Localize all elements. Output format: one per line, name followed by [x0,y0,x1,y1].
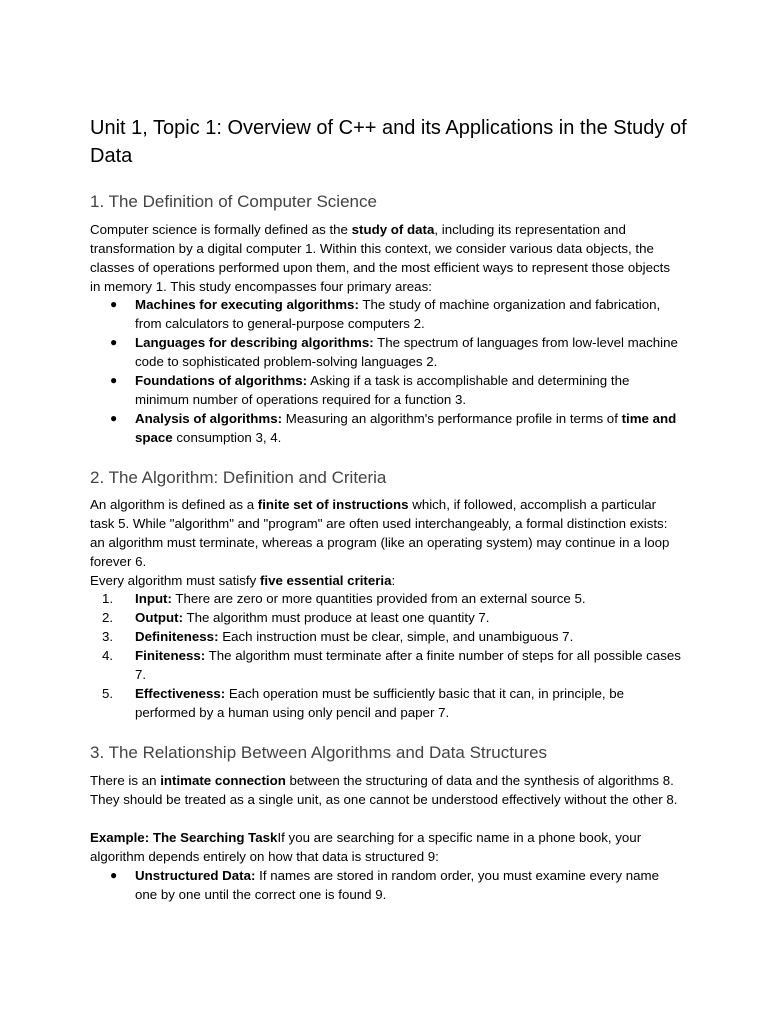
bold-run: Machines for executing algorithms: [135,297,359,312]
text-run: consumption 3, 4. [172,430,282,445]
list-item [90,371,682,409]
bold-run: Definiteness: [135,629,219,644]
list-item [90,646,682,684]
bold-run: Foundations of algorithms: [135,373,308,388]
text-run: The spectrum of languages from low-level machine code to sophisticated problem-solving languages 2. [135,335,678,369]
bold-run: study of data [351,222,435,237]
list-item [90,333,682,371]
section-3-intro [90,771,682,809]
text-run: An algorithm is defined as a [90,497,258,512]
bold-run: Finiteness: [135,648,206,663]
list-item [90,409,682,447]
text-run: Asking if a task is accomplishable and determining the minimum number of operations required for a function 3. [135,373,630,407]
bullet-marker: ● [110,297,118,311]
text-run: Computer science is formally defined as the [90,222,352,237]
bold-run: finite set of instructions [257,497,409,512]
list-item [90,684,682,722]
number-marker: 3. [102,629,114,644]
bullet-marker: ● [110,335,118,349]
number-marker: 1. [102,591,114,606]
bold-run: five essential criteria [259,573,392,588]
text-run: which, if followed, accomplish a particular task 5. While "algorithm" and "program" are often used interchangeably, a formal distinction exists: an algorithm must terminate, whereas a program (like an operating system) may continue in a loop forever 6. [90,497,670,569]
list-item [90,589,682,608]
section-3-bullet-list [90,866,682,904]
list-item [90,295,682,333]
section-1-intro [90,220,682,296]
section-2-intro [90,495,682,571]
bold-run: intimate connection [160,773,286,788]
text-run: Measuring an algorithm's performance profile in terms of [282,411,622,426]
bold-run: Analysis of algorithms: [135,411,283,426]
text-run: If names are stored in random order, you must examine every name one by one until the correct one is found 9. [135,868,659,902]
text-run: Every algorithm must satisfy [90,573,260,588]
text-run: , including its representation and transformation by a digital computer 1. Within this context, we consider various data objects, the classes of operations performed upon them, and the most efficient ways to represent those objects in memory 1. This study encompasses four primary areas: [90,222,670,294]
bullet-marker: ● [110,411,118,425]
text-run: Each operation must be sufficiently basic that it can, in principle, be performed by a human using only pencil and paper 7. [135,686,625,720]
section-1-heading: 1. The Definition of Computer Science [90,192,377,211]
text-run: The algorithm must terminate after a finite number of steps for all possible cases 7. [135,648,681,682]
text-run: There are zero or more quantities provided from an external source 5. [171,591,586,606]
text-run: between the structuring of data and the synthesis of algorithms 8. They should be treated as a single unit, as one cannot be understood effectively without the other 8. [90,773,678,807]
text-run: The study of machine organization and fabrication, from calculators to general-purpose computers 2. [135,297,661,331]
text-run: If you are searching for a specific name in a phone book, your algorithm depends entirely on how that data is structured 9: [90,830,642,864]
text-run: The algorithm must produce at least one quantity 7. [183,610,490,625]
bold-run: Output: [135,610,183,625]
section-3-example [90,828,682,866]
number-marker: 4. [102,648,114,663]
section-2-heading: 2. The Algorithm: Definition and Criteria [90,468,387,487]
list-item [90,866,682,904]
number-marker: 2. [102,610,114,625]
section-3-heading: 3. The Relationship Between Algorithms and Data Structures [90,743,548,762]
bold-run: Input: [135,591,172,606]
bullet-marker: ● [110,373,118,387]
text-run: : [391,573,396,588]
section-2-criteria-line [90,571,682,590]
list-item [90,608,682,627]
document-title: Unit 1, Topic 1: Overview of C++ and its Applications in the Study of Data [90,117,687,167]
text-run: Each instruction must be clear, simple, and unambiguous 7. [218,629,574,644]
bold-run: Example: The Searching Task [90,830,278,845]
list-item [90,627,682,646]
bold-run: Unstructured Data: [135,868,256,883]
bold-run: Languages for describing algorithms: [135,335,374,350]
bullet-marker: ● [110,868,118,882]
section-1-bullet-list [90,295,682,447]
section-2-numbered-list [90,589,682,722]
bold-run: time and space [135,411,677,445]
text-run: There is an [90,773,161,788]
bold-run: Effectiveness: [135,686,226,701]
number-marker: 5. [102,686,114,701]
